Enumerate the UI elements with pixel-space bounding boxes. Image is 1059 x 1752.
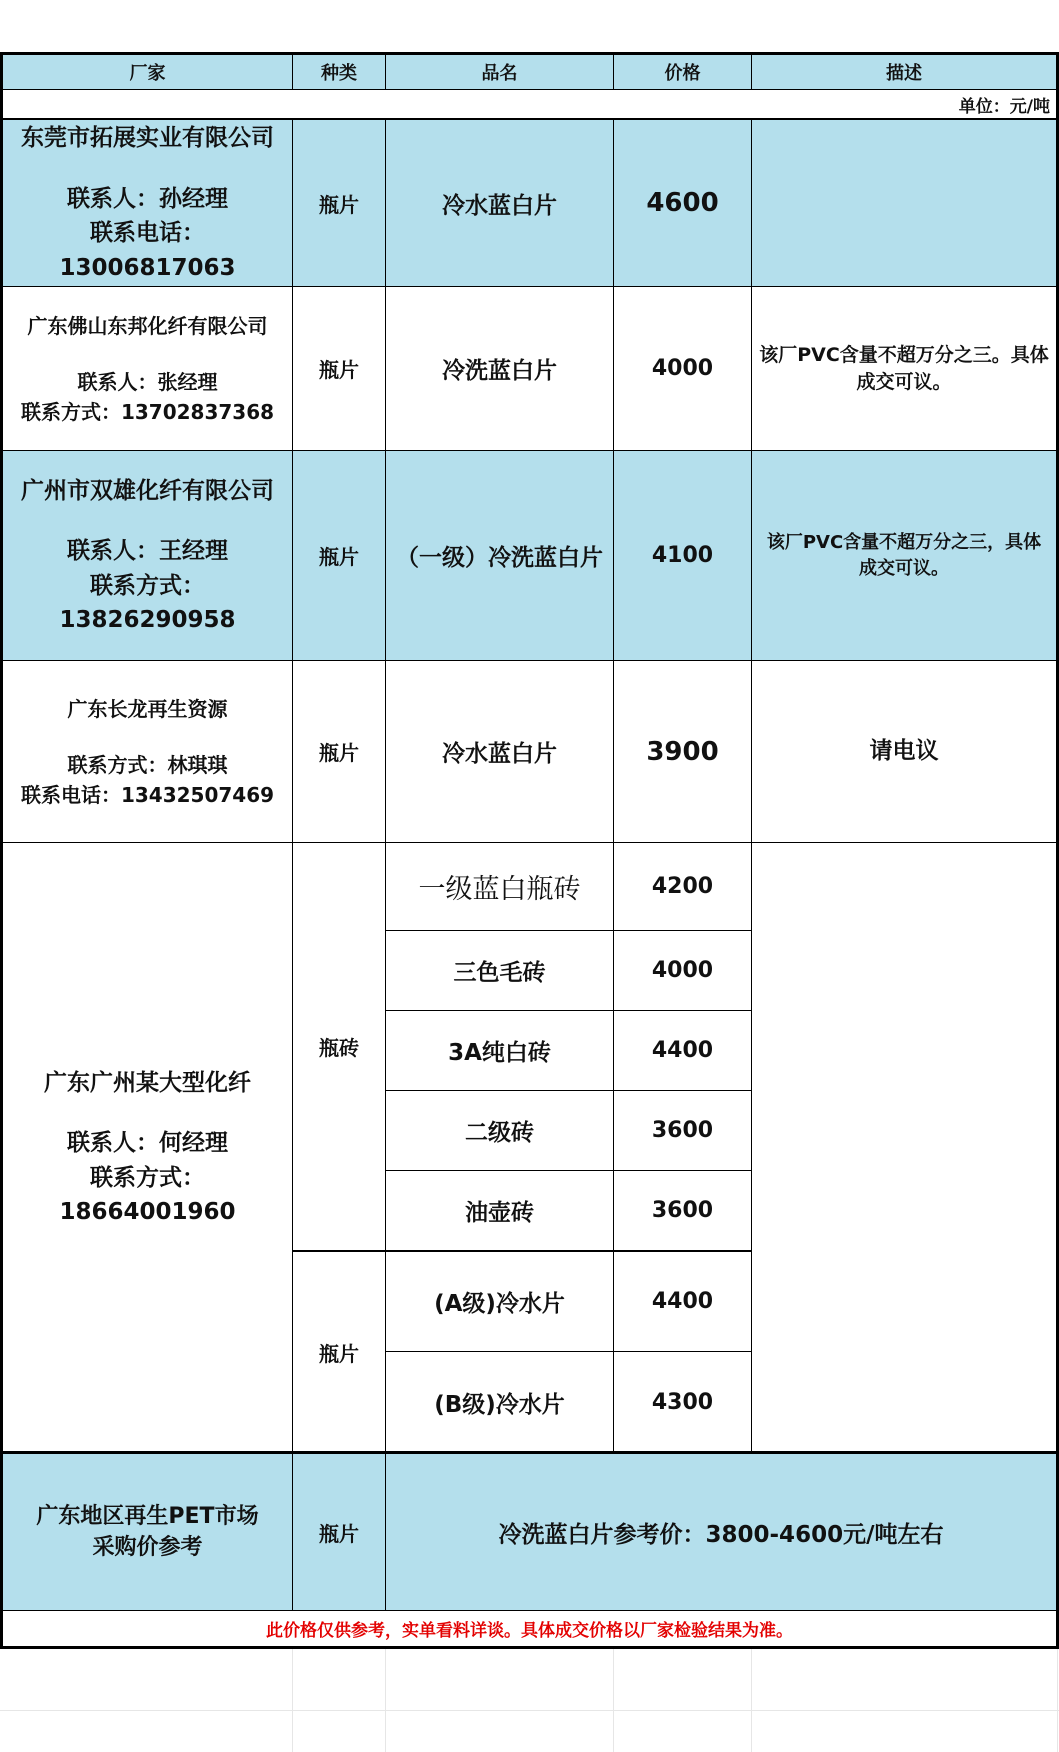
grid-line	[0, 1710, 1059, 1711]
grid-line	[292, 1648, 293, 1752]
vendor-cell-2	[0, 286, 293, 451]
product-cell-brick-3	[385, 1010, 614, 1091]
reference-price-cell	[385, 1451, 1059, 1612]
desc-text: 该厂PVC含量不超万分之三，具体成交可议。	[766, 532, 1042, 579]
price-cell-flake-1	[613, 1250, 752, 1352]
desc-cell-4	[751, 660, 1059, 843]
price-value: 4000	[651, 356, 714, 381]
header-product	[385, 52, 614, 90]
price-value: 3900	[646, 736, 719, 767]
price-value: 4400	[651, 1289, 714, 1314]
desc-cell-1	[751, 119, 1059, 287]
product-label: 二级砖	[465, 1120, 534, 1146]
vendor-cell-1	[0, 119, 293, 287]
product-label: 冷水蓝白片	[442, 192, 557, 219]
grid-line	[1057, 1648, 1058, 1752]
vendor-cell-5	[0, 842, 293, 1453]
desc-cell-3	[751, 450, 1059, 661]
product-cell-3	[385, 450, 614, 661]
price-cell-4	[613, 660, 752, 843]
vendor-name: 广东长龙再生资源	[67, 696, 228, 721]
vendor-name: 广东广州某大型化纤	[44, 1069, 251, 1096]
product-cell-flake-1	[385, 1250, 614, 1352]
kind-cell-3	[292, 450, 386, 661]
price-value: 4100	[651, 543, 714, 568]
kind-label: 瓶片	[319, 358, 359, 382]
header-vendor-label: 厂家	[129, 63, 166, 84]
header-kind	[292, 52, 386, 90]
price-value: 4000	[651, 958, 714, 983]
product-label: 冷水蓝白片	[442, 741, 557, 767]
desc-cell-2	[751, 286, 1059, 451]
vendor-name: 东莞市拓展实业有限公司	[21, 125, 274, 151]
product-cell-1	[385, 119, 614, 287]
product-label: 3A纯白砖	[448, 1040, 551, 1066]
product-label: （一级）冷洗蓝白片	[396, 545, 603, 571]
price-value: 4600	[646, 188, 719, 218]
reference-price-text: 冷洗蓝白片参考价：3800-4600元/吨左右	[498, 1522, 944, 1548]
kind-cell-flake	[292, 1250, 386, 1453]
kind-label: 瓶片	[319, 1522, 359, 1546]
unit-row	[0, 89, 1059, 121]
unit-label: 单位：元/吨	[958, 96, 1050, 117]
header-desc	[751, 52, 1059, 90]
product-label: (B级)冷水片	[434, 1391, 565, 1418]
vendor-contact: 联系人：张经理	[77, 369, 218, 394]
header-price-label: 价格	[664, 63, 701, 84]
vendor-phone: 联系方式：18664001960	[59, 1164, 236, 1225]
vendor-contact: 联系方式：林琪琪	[67, 752, 228, 777]
vendor-phone: 联系方式：13702837368	[20, 399, 275, 424]
kind-cell-1	[292, 119, 386, 287]
vendor-contact: 联系人：孙经理	[67, 185, 228, 212]
vendor-cell-4	[0, 660, 293, 843]
price-value: 3600	[651, 1198, 714, 1223]
price-cell-brick-4	[613, 1090, 752, 1171]
price-cell-1	[613, 119, 752, 287]
header-vendor	[0, 52, 293, 90]
vendor-phone: 联系电话：13006817063	[59, 220, 236, 281]
kind-cell-4	[292, 660, 386, 843]
kind-label: 瓶片	[319, 545, 359, 569]
kind-label: 瓶砖	[319, 1036, 359, 1060]
product-label: 三色毛砖	[453, 960, 546, 986]
product-label: 一级蓝白瓶砖	[418, 874, 581, 905]
vendor-phone: 联系电话：13432507469	[20, 782, 275, 807]
grid-line	[751, 1648, 752, 1752]
price-cell-2	[613, 286, 752, 451]
product-cell-2	[385, 286, 614, 451]
desc-cell-5	[751, 842, 1059, 1453]
desc-text: 请电议	[869, 738, 939, 765]
product-cell-brick-5	[385, 1170, 614, 1251]
vendor-cell-3	[0, 450, 293, 661]
price-cell-brick-1	[613, 842, 752, 931]
kind-cell-2	[292, 286, 386, 451]
price-cell-brick-3	[613, 1010, 752, 1091]
price-value: 3600	[651, 1118, 714, 1143]
product-cell-brick-1	[385, 842, 614, 931]
desc-text: 该厂PVC含量不超万分之三。具体成交可议。	[759, 343, 1049, 393]
footer-text: 此价格仅供参考，实单看料详谈。具体成交价格以厂家检验结果为准。	[266, 1621, 793, 1641]
product-cell-brick-2	[385, 930, 614, 1011]
price-value: 4300	[651, 1389, 714, 1415]
vendor-name: 广东佛山东邦化纤有限公司	[27, 313, 268, 338]
price-cell-brick-2	[613, 930, 752, 1011]
grid-line	[385, 1648, 386, 1752]
price-cell-flake-2	[613, 1351, 752, 1453]
product-label: (A级)冷水片	[434, 1291, 565, 1317]
kind-label: 瓶片	[319, 1341, 359, 1366]
reference-kind-cell	[292, 1451, 386, 1612]
kind-label: 瓶片	[319, 741, 359, 765]
kind-label: 瓶片	[319, 192, 359, 217]
reference-vendor-cell	[0, 1451, 293, 1612]
header-product-label: 品名	[481, 63, 518, 84]
product-label: 冷洗蓝白片	[442, 358, 557, 384]
price-cell-3	[613, 450, 752, 661]
product-cell-brick-4	[385, 1090, 614, 1171]
header-price	[613, 52, 752, 90]
product-cell-4	[385, 660, 614, 843]
grid-line	[613, 1648, 614, 1752]
header-kind-label: 种类	[321, 63, 357, 84]
price-cell-brick-5	[613, 1170, 752, 1251]
price-value: 4200	[651, 874, 714, 899]
product-label: 油壶砖	[465, 1200, 534, 1226]
header-desc-label: 描述	[886, 63, 922, 84]
vendor-phone: 联系方式：13826290958	[59, 572, 236, 633]
reference-title: 广东地区再生PET市场	[36, 1503, 259, 1529]
product-cell-flake-2	[385, 1351, 614, 1453]
kind-cell-brick	[292, 842, 386, 1251]
vendor-contact: 联系人：何经理	[67, 1130, 228, 1156]
vendor-contact: 联系人：王经理	[67, 538, 228, 564]
footer-note	[0, 1610, 1059, 1649]
vendor-name: 广州市双雄化纤有限公司	[21, 477, 274, 504]
reference-subtitle: 采购价参考	[92, 1534, 203, 1560]
price-value: 4400	[651, 1038, 714, 1063]
